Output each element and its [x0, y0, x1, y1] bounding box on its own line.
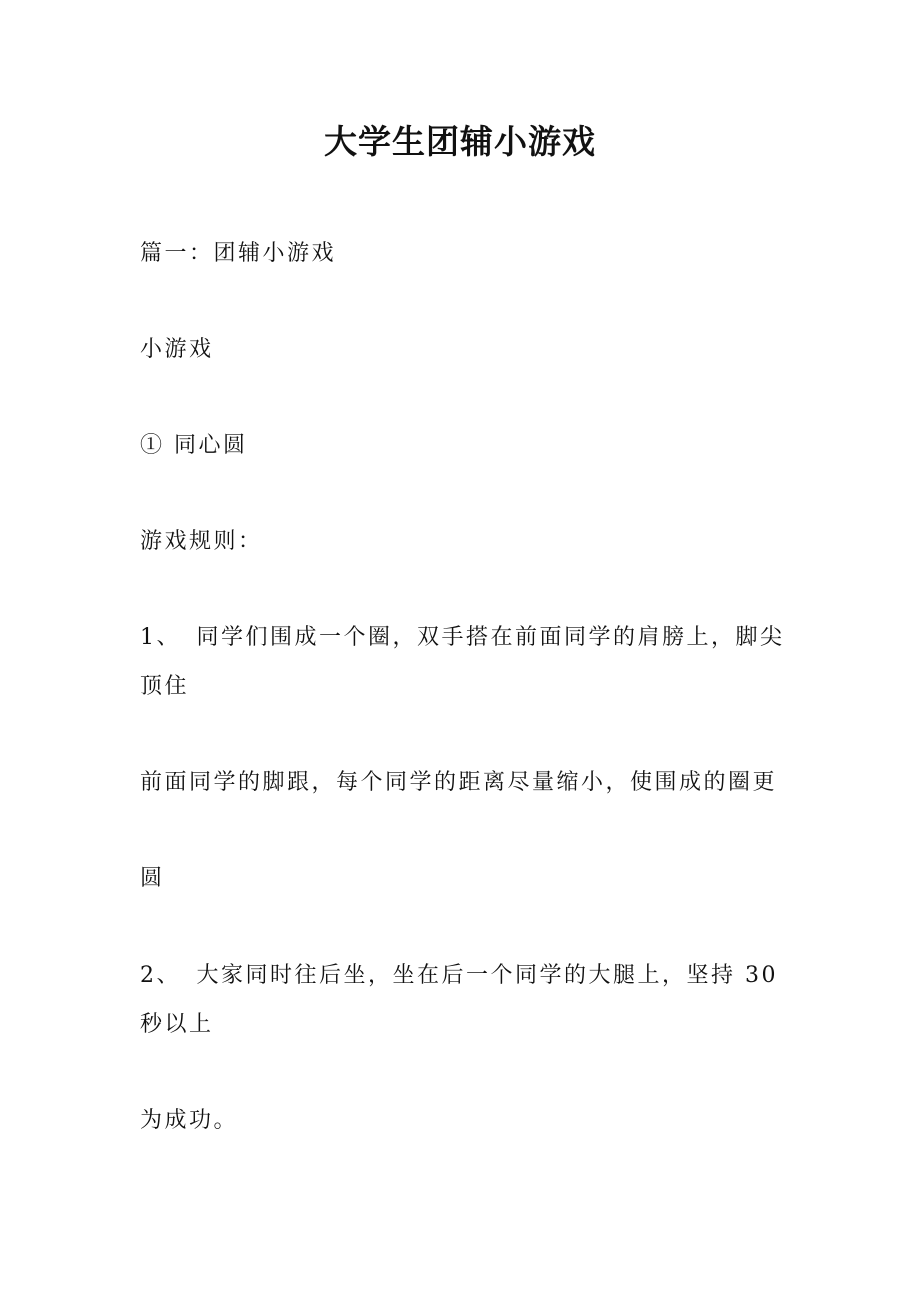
- rule-2-line-a: [140, 960, 790, 992]
- rule-1-line-d: 圆: [140, 866, 165, 891]
- rule-2-text: 大家同时往后坐，坐在后一个同学的大腿上，坚持 30: [196, 963, 778, 988]
- rule-1-number: 1、: [140, 625, 181, 650]
- rule-1-line-b: 顶住: [140, 674, 190, 699]
- rules-label: 游戏规则：: [140, 529, 263, 554]
- rule-1-line-c: 前面同学的脚跟，每个同学的距离尽量缩小，使围成的圈更: [140, 770, 778, 795]
- section-heading: 篇一：团辅小游戏: [140, 241, 337, 266]
- rule-1-line-a: [140, 622, 790, 654]
- rule-1-text: 同学们围成一个圈，双手搭在前面同学的肩膀上，脚尖: [196, 625, 785, 650]
- rule-2-line-c: 为成功。: [140, 1108, 239, 1133]
- game-title: ① 同心圆: [140, 433, 248, 458]
- subsection-heading: 小游戏: [140, 337, 214, 362]
- document-title: 大学生团辅小游戏: [324, 122, 596, 161]
- rule-2-line-b: 秒以上: [140, 1012, 214, 1037]
- rule-2-number: 2、: [140, 963, 181, 988]
